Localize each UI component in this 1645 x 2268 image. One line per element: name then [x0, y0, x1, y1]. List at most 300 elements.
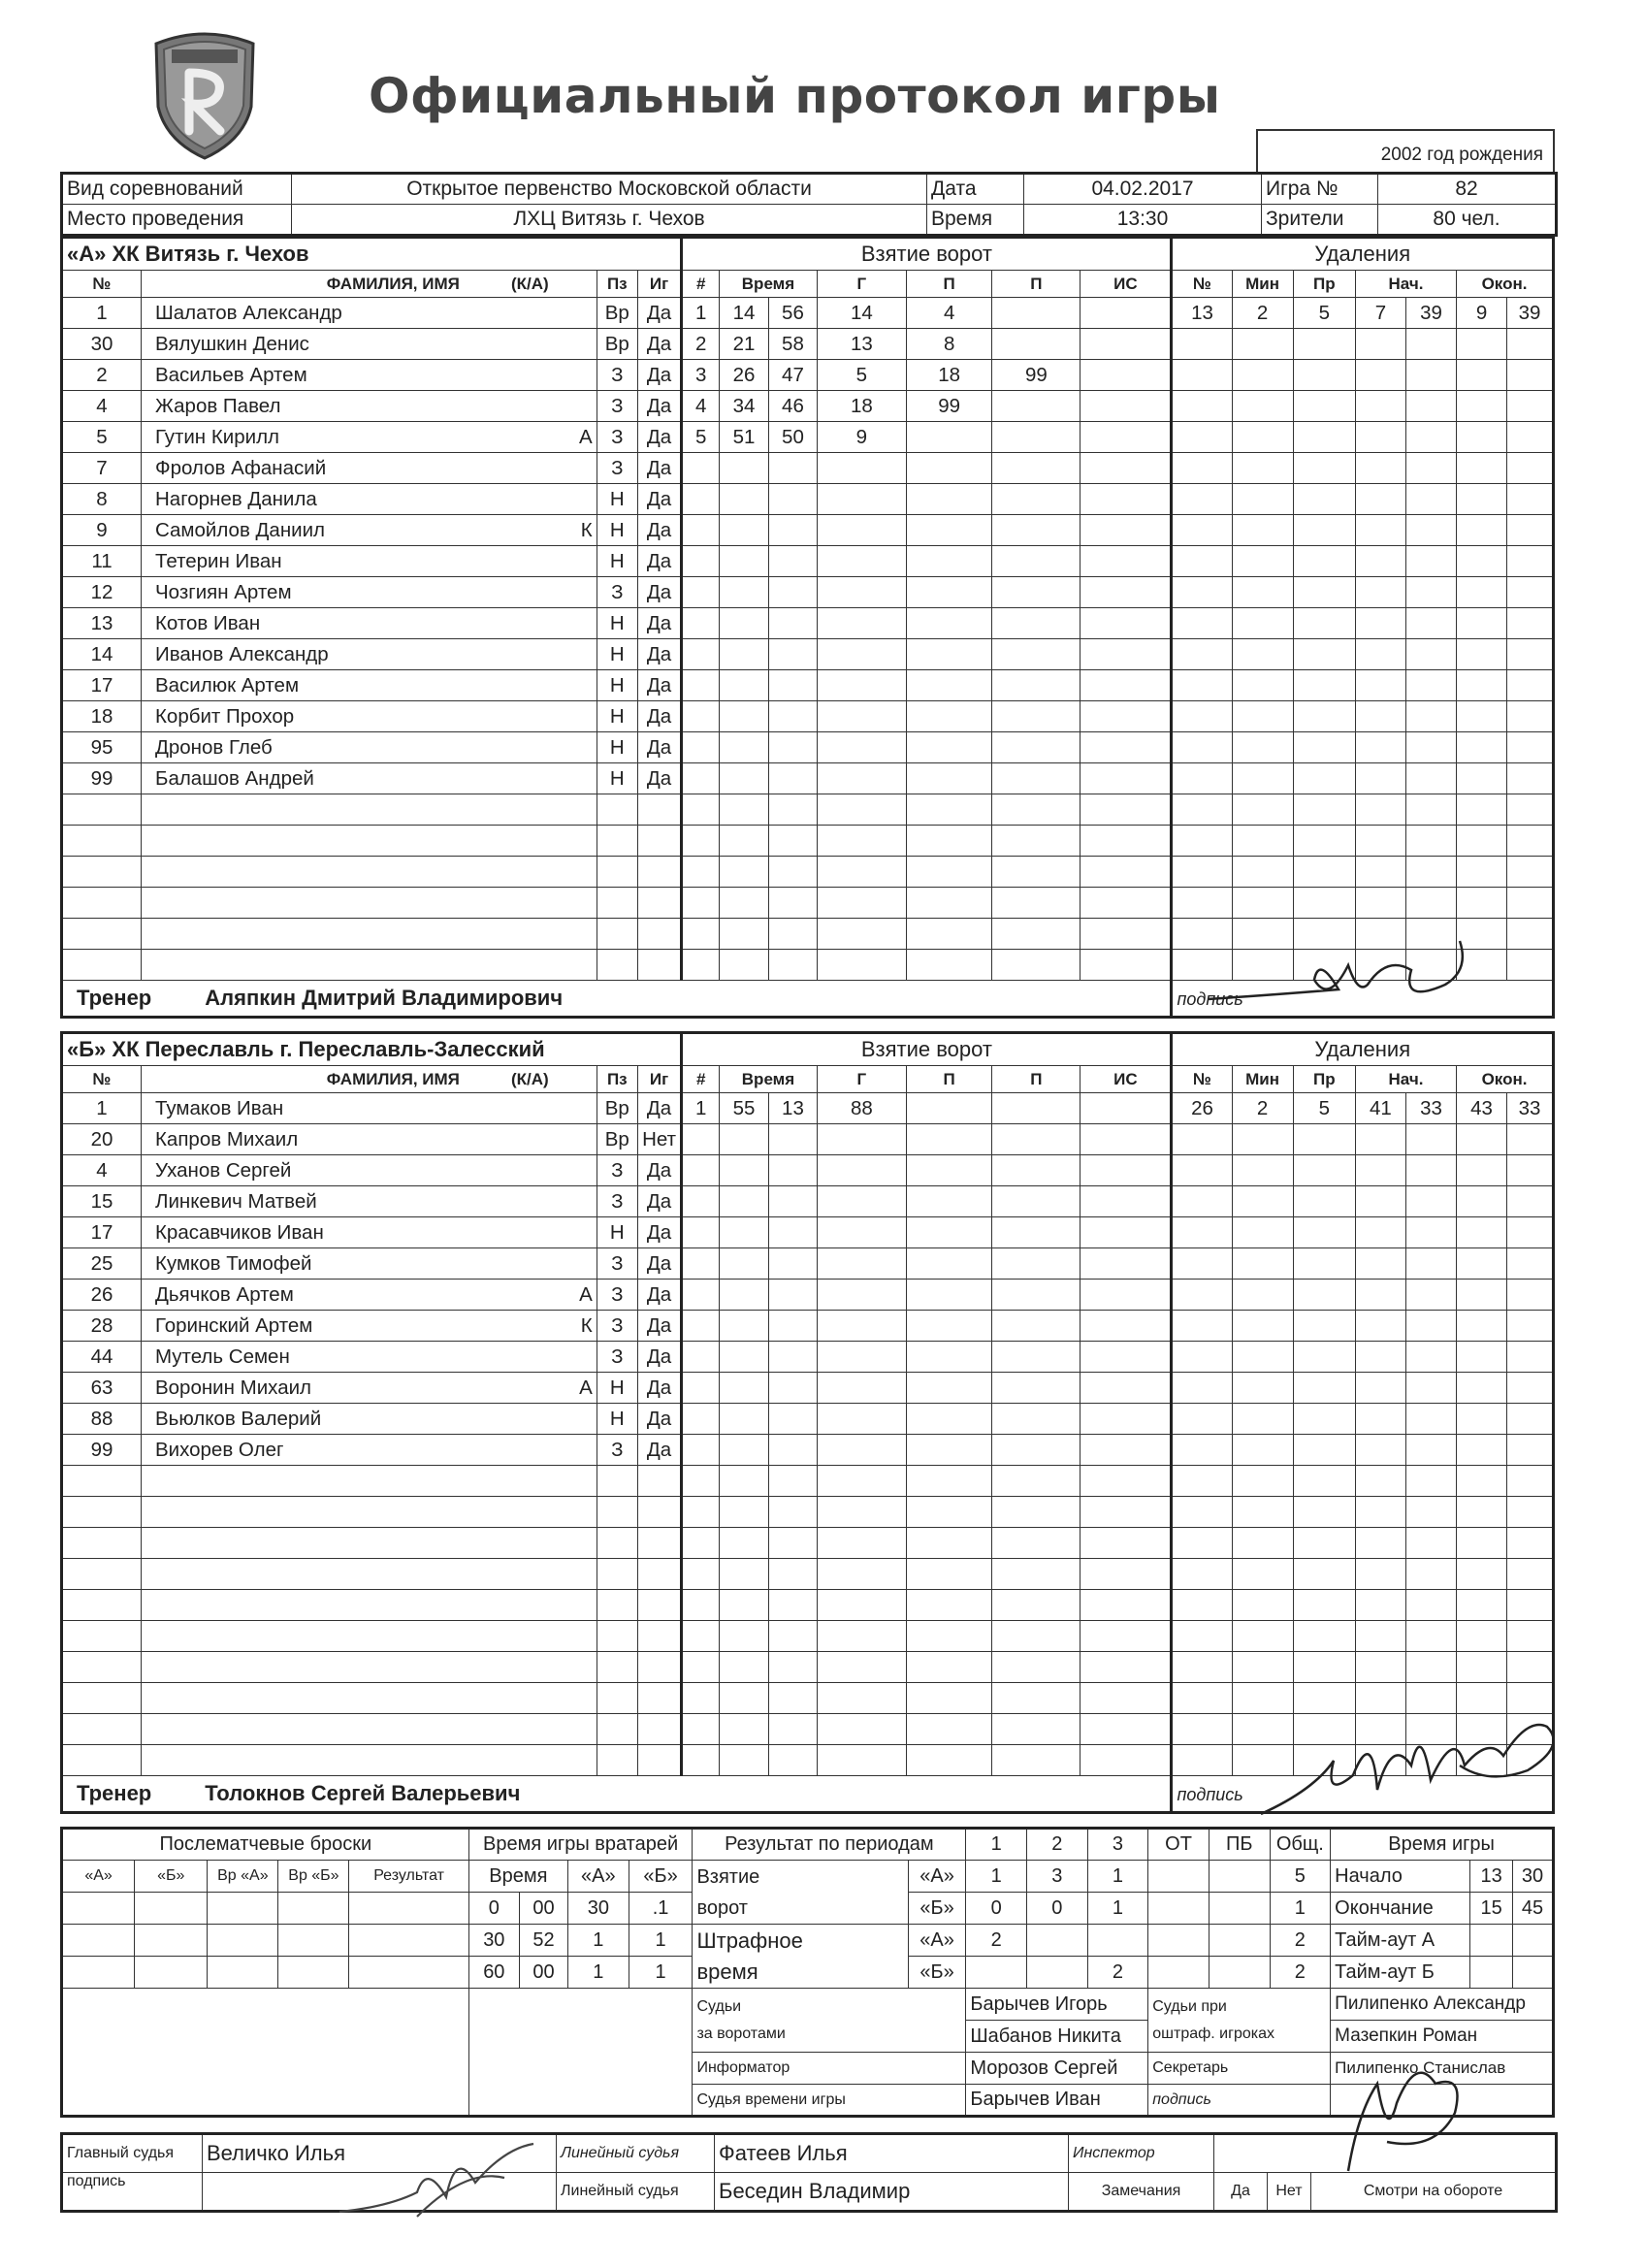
- penalty-minutes: [1232, 1404, 1293, 1435]
- penalty-reason: [1293, 1280, 1355, 1311]
- penalty-end-min: [1457, 639, 1507, 670]
- penalty-start-min: [1355, 1590, 1405, 1621]
- player-number: [62, 1497, 142, 1528]
- goal-situation: [1081, 1093, 1172, 1124]
- player-row: [62, 1311, 1554, 1342]
- penalty-minutes: [1232, 1652, 1293, 1683]
- shootout-gk-a-header: Вр «А»: [208, 1861, 278, 1893]
- player-played: [637, 888, 681, 919]
- spectators-value: 80 чел.: [1378, 205, 1557, 236]
- goal-scorer: [817, 1404, 906, 1435]
- penalty-minutes: [1232, 826, 1293, 857]
- penalty-end-min: [1457, 515, 1507, 546]
- player-position: Н: [597, 1373, 637, 1404]
- goal-minute: [720, 701, 769, 732]
- penalty-reason: [1293, 422, 1355, 453]
- goal-scorer: [817, 826, 906, 857]
- goal-scorer: [817, 639, 906, 670]
- player-played: Да: [637, 453, 681, 484]
- player-captain-mark: [464, 1404, 597, 1435]
- pen-end-header: Окон.: [1457, 1066, 1554, 1093]
- penalty-minutes: [1232, 1186, 1293, 1217]
- player-position: [597, 919, 637, 950]
- player-row: [62, 1093, 1554, 1124]
- goal-assist-1: [906, 950, 992, 981]
- goals-b-ot: [1148, 1893, 1210, 1925]
- goal-scorer: 13: [817, 329, 906, 360]
- goal-scorer: [817, 1745, 906, 1776]
- goal-scorer: [817, 608, 906, 639]
- penalty-reason: [1293, 1217, 1355, 1248]
- gk-row-2-sec: 52: [519, 1925, 567, 1957]
- goal-second: [769, 1217, 818, 1248]
- player-played: Да: [637, 1217, 681, 1248]
- pen-minutes-header: Мин: [1232, 271, 1293, 298]
- goals-a-p1: 1: [966, 1861, 1027, 1893]
- goal-number: [682, 919, 720, 950]
- goal-scorer: [817, 515, 906, 546]
- goal-second: [769, 857, 818, 888]
- timekeeper-label: Судья времени игры: [693, 2085, 966, 2117]
- col-ig-header: Иг: [637, 1066, 681, 1093]
- goal-assist-1: [906, 577, 992, 608]
- goal-minute: [720, 1217, 769, 1248]
- player-name: [141, 1652, 463, 1683]
- player-row: [62, 1342, 1554, 1373]
- gk-row-1-b: .1: [629, 1893, 693, 1925]
- goal-assist-1: [906, 1745, 992, 1776]
- goal-scorer: [817, 484, 906, 515]
- period-total-header: Общ.: [1270, 1829, 1331, 1861]
- penalty-minutes: [1232, 391, 1293, 422]
- player-row: [62, 360, 1554, 391]
- penalty-start-sec: [1405, 826, 1456, 857]
- goal-scorer: [817, 1373, 906, 1404]
- penalty-end-min: [1457, 1124, 1507, 1155]
- goal-judges-label-1: Судьи: [696, 1997, 742, 2015]
- player-name: Воронин Михаил: [141, 1373, 463, 1404]
- player-name: [141, 857, 463, 888]
- player-played: [637, 1745, 681, 1776]
- goal-second: [769, 1745, 818, 1776]
- goal-assist-2: [992, 826, 1081, 857]
- player-name: Мутель Семен: [141, 1342, 463, 1373]
- goal-situation: [1081, 1714, 1172, 1745]
- player-captain-mark: [464, 1435, 597, 1466]
- goal-assist-2: [992, 1745, 1081, 1776]
- player-played: Да: [637, 670, 681, 701]
- penalty-player: [1172, 1217, 1232, 1248]
- goal-situation: [1081, 1559, 1172, 1590]
- penalty-end-sec: [1507, 1248, 1554, 1280]
- goal-second: [769, 1280, 818, 1311]
- penalty-minutes: [1232, 546, 1293, 577]
- goal-assist-2: [992, 453, 1081, 484]
- player-row: [62, 1155, 1554, 1186]
- goal-situation: [1081, 546, 1172, 577]
- penalty-player: [1172, 1590, 1232, 1621]
- goal-assist-1: [906, 1621, 992, 1652]
- penalty-start-sec: [1405, 515, 1456, 546]
- goal-number: [682, 1248, 720, 1280]
- gk-row-1-sec: 00: [519, 1893, 567, 1925]
- player-played: Да: [637, 1280, 681, 1311]
- goal-situation: [1081, 639, 1172, 670]
- penalty-start-sec: [1405, 1217, 1456, 1248]
- player-name: Дронов Глеб: [141, 732, 463, 763]
- goal-situation: [1081, 391, 1172, 422]
- penalty-player: [1172, 422, 1232, 453]
- player-position: Н: [597, 608, 637, 639]
- goals-b-tag: «Б»: [908, 1893, 966, 1925]
- player-played: [637, 1497, 681, 1528]
- penalty-end-min: [1457, 546, 1507, 577]
- end-minute: 45: [1513, 1893, 1554, 1925]
- goal-minute: [720, 1124, 769, 1155]
- penalty-player: [1172, 1714, 1232, 1745]
- goal-situation: [1081, 1435, 1172, 1466]
- player-captain-mark: [464, 1590, 597, 1621]
- penalty-minutes: [1232, 1559, 1293, 1590]
- goal-scorer: [817, 763, 906, 794]
- player-name: [141, 1590, 463, 1621]
- penalty-end-min: [1457, 1559, 1507, 1590]
- penalty-end-sec: [1507, 701, 1554, 732]
- penalty-end-sec: [1507, 546, 1554, 577]
- penalty-reason: [1293, 888, 1355, 919]
- penalty-player: [1172, 577, 1232, 608]
- penalty-judge-1: Пилипенко Александр: [1331, 1989, 1554, 2021]
- penalty-start-sec: 39: [1405, 298, 1456, 329]
- goal-situation: [1081, 1590, 1172, 1621]
- gk-row-2-a: 1: [568, 1925, 629, 1957]
- penalty-reason: [1293, 670, 1355, 701]
- player-name: [141, 1528, 463, 1559]
- pen-a-total: 2: [1270, 1925, 1331, 1957]
- goal-assist2-header: П: [992, 1066, 1081, 1093]
- penalty-minutes: [1232, 1311, 1293, 1342]
- pen-b-ot: [1148, 1957, 1210, 1989]
- goal-minute: [720, 794, 769, 826]
- player-number: [62, 950, 142, 981]
- secretary-value: Пилипенко Станислав: [1331, 2053, 1554, 2085]
- player-position: [597, 857, 637, 888]
- player-row: [62, 1528, 1554, 1559]
- goal-second: [769, 1497, 818, 1528]
- player-name: [141, 1745, 463, 1776]
- goal-situation: [1081, 888, 1172, 919]
- player-captain-mark: [464, 1466, 597, 1497]
- player-played: [637, 857, 681, 888]
- player-number: 99: [62, 1435, 142, 1466]
- player-captain-mark: [464, 484, 597, 515]
- goal-number: [682, 1559, 720, 1590]
- goal-scorer: [817, 888, 906, 919]
- goal-second: [769, 1155, 818, 1186]
- player-captain-mark: К: [464, 515, 597, 546]
- goal-scorer: [817, 1280, 906, 1311]
- player-name: [141, 794, 463, 826]
- penalty-player: [1172, 1280, 1232, 1311]
- pen-a-so: [1209, 1925, 1270, 1957]
- penalty-start-sec: [1405, 1590, 1456, 1621]
- penalty-end-min: [1457, 608, 1507, 639]
- penalty-end-min: [1457, 1186, 1507, 1217]
- penalty-minutes: [1232, 701, 1293, 732]
- player-captain-mark: [464, 577, 597, 608]
- player-captain-mark: [464, 1683, 597, 1714]
- player-number: 99: [62, 763, 142, 794]
- goal-assist-2: [992, 1311, 1081, 1342]
- player-played: [637, 1466, 681, 1497]
- goal-assist-1: [906, 1342, 992, 1373]
- penalty-end-sec: [1507, 950, 1554, 981]
- player-played: Да: [637, 577, 681, 608]
- player-name: Васильев Артем: [141, 360, 463, 391]
- goals-b-p2: 0: [1026, 1893, 1087, 1925]
- player-number: 25: [62, 1248, 142, 1280]
- player-captain-mark: [464, 546, 597, 577]
- penalty-minutes: [1232, 639, 1293, 670]
- player-captain-mark: [464, 1528, 597, 1559]
- goal-assist-2: [992, 1186, 1081, 1217]
- goal-assist-1: [906, 1373, 992, 1404]
- goal-assist-2: [992, 1714, 1081, 1745]
- goal-num-header: #: [682, 271, 720, 298]
- game-number-label: Игра №: [1262, 174, 1378, 205]
- goal-second: [769, 888, 818, 919]
- goal-assist-1: [906, 1714, 992, 1745]
- goal-assist-1: [906, 919, 992, 950]
- player-name: Фролов Афанасий: [141, 453, 463, 484]
- goal-situation: [1081, 857, 1172, 888]
- penalty-minutes: [1232, 515, 1293, 546]
- player-position: [597, 826, 637, 857]
- goal-number: [682, 1590, 720, 1621]
- player-number: 17: [62, 1217, 142, 1248]
- goal-situation: [1081, 1311, 1172, 1342]
- shootout-a-header: «А»: [62, 1861, 135, 1893]
- penalty-end-sec: [1507, 391, 1554, 422]
- goal-second: [769, 763, 818, 794]
- penalty-player: [1172, 1186, 1232, 1217]
- penalty-minutes: [1232, 1217, 1293, 1248]
- player-name: Вялушкин Денис: [141, 329, 463, 360]
- penalty-reason: [1293, 1404, 1355, 1435]
- player-captain-mark: [464, 329, 597, 360]
- player-number: [62, 1745, 142, 1776]
- goal-situation-header: ИС: [1081, 271, 1172, 298]
- secretary-label: Секретарь: [1148, 2053, 1331, 2085]
- goal-minute: [720, 919, 769, 950]
- col-name-header: ФАМИЛИЯ, ИМЯ: [141, 1066, 463, 1093]
- col-number-header: №: [62, 1066, 142, 1093]
- penalty-start-min: [1355, 608, 1405, 639]
- player-name: Тетерин Иван: [141, 546, 463, 577]
- gk-row-3-min: 60: [468, 1957, 519, 1989]
- penalty-player: 26: [1172, 1093, 1232, 1124]
- player-row: [62, 763, 1554, 794]
- penalty-minutes: [1232, 329, 1293, 360]
- player-number: [62, 857, 142, 888]
- player-number: 30: [62, 329, 142, 360]
- player-captain-mark: [464, 1745, 597, 1776]
- penalty-start-min: [1355, 794, 1405, 826]
- penalty-end-min: [1457, 577, 1507, 608]
- penalty-end-sec: [1507, 888, 1554, 919]
- goal-minute: [720, 515, 769, 546]
- penalty-player: [1172, 670, 1232, 701]
- penalty-player: 13: [1172, 298, 1232, 329]
- goal-assist-2: [992, 1528, 1081, 1559]
- goal-assist-1: [906, 1683, 992, 1714]
- gk-b-header: «Б»: [629, 1861, 693, 1893]
- goal-minute: 51: [720, 422, 769, 453]
- penalty-start-sec: [1405, 670, 1456, 701]
- penalty-end-min: 9: [1457, 298, 1507, 329]
- pen-number-header: №: [1172, 1066, 1232, 1093]
- penalty-start-sec: [1405, 577, 1456, 608]
- player-position: З: [597, 1280, 637, 1311]
- goal-assist-2: 99: [992, 360, 1081, 391]
- player-name: [141, 1497, 463, 1528]
- goal-scorer: [817, 1186, 906, 1217]
- penalty-end-min: [1457, 1652, 1507, 1683]
- player-captain-mark: [464, 794, 597, 826]
- penalty-end-sec: [1507, 453, 1554, 484]
- goal-time-header: Время: [720, 1066, 818, 1093]
- goal-situation: [1081, 1248, 1172, 1280]
- goal-number: 2: [682, 329, 720, 360]
- player-name: Василюк Артем: [141, 670, 463, 701]
- penalty-label-1: Штрафное: [696, 1928, 803, 1953]
- pen-a-p3: [1087, 1925, 1148, 1957]
- player-number: 1: [62, 1093, 142, 1124]
- player-captain-mark: К: [464, 1311, 597, 1342]
- penalty-end-min: [1457, 1435, 1507, 1466]
- penalty-start-min: [1355, 1466, 1405, 1497]
- penalty-start-sec: [1405, 329, 1456, 360]
- penalty-end-sec: [1507, 1559, 1554, 1590]
- player-played: [637, 826, 681, 857]
- player-number: [62, 1714, 142, 1745]
- goal-second: [769, 453, 818, 484]
- player-number: [62, 1652, 142, 1683]
- secretary-sign-label: подпись: [1148, 2085, 1331, 2117]
- goal-minute: [720, 546, 769, 577]
- period-2-header: 2: [1026, 1829, 1087, 1861]
- penalty-minutes: [1232, 1497, 1293, 1528]
- goal-second: [769, 826, 818, 857]
- penalty-end-sec: 39: [1507, 298, 1554, 329]
- penalty-start-min: [1355, 639, 1405, 670]
- penalty-end-min: [1457, 670, 1507, 701]
- goal-scorer: 5: [817, 360, 906, 391]
- player-row: [62, 1621, 1554, 1652]
- penalty-minutes: [1232, 857, 1293, 888]
- goal-number: [682, 1652, 720, 1683]
- penalty-end-sec: [1507, 329, 1554, 360]
- penalty-start-min: [1355, 1497, 1405, 1528]
- penalty-start-sec: [1405, 1311, 1456, 1342]
- penalty-minutes: [1232, 453, 1293, 484]
- player-played: [637, 794, 681, 826]
- goal-number: 4: [682, 391, 720, 422]
- goal-minute: [720, 950, 769, 981]
- goal-second: [769, 608, 818, 639]
- penalty-end-sec: [1507, 1311, 1554, 1342]
- goal-number: [682, 515, 720, 546]
- goal-number: [682, 763, 720, 794]
- goal-scorer: 14: [817, 298, 906, 329]
- goal-scorer: [817, 732, 906, 763]
- player-position: Н: [597, 670, 637, 701]
- player-captain-mark: [464, 1714, 597, 1745]
- penalty-start-sec: [1405, 1466, 1456, 1497]
- goal-minute: 21: [720, 329, 769, 360]
- goal-situation: [1081, 732, 1172, 763]
- player-captain-mark: [464, 701, 597, 732]
- penalty-end-sec: [1507, 1404, 1554, 1435]
- goal-assist-2: [992, 888, 1081, 919]
- player-number: [62, 1621, 142, 1652]
- penalty-reason: [1293, 1342, 1355, 1373]
- penalty-end-sec: [1507, 639, 1554, 670]
- player-played: [637, 1714, 681, 1745]
- penalty-player: [1172, 1528, 1232, 1559]
- player-played: [637, 1559, 681, 1590]
- player-captain-mark: [464, 1248, 597, 1280]
- goal-minute: [720, 1342, 769, 1373]
- goal-assist-2: [992, 1093, 1081, 1124]
- goal-second: [769, 1714, 818, 1745]
- goal-situation-header: ИС: [1081, 1066, 1172, 1093]
- goal-assist-2: [992, 1342, 1081, 1373]
- goal-number: 3: [682, 360, 720, 391]
- goals-a-p3: 1: [1087, 1861, 1148, 1893]
- player-number: 4: [62, 1155, 142, 1186]
- penalty-reason: [1293, 391, 1355, 422]
- goal-assist-1: [906, 1466, 992, 1497]
- goals-b-total: 1: [1270, 1893, 1331, 1925]
- player-number: 44: [62, 1342, 142, 1373]
- player-number: [62, 1590, 142, 1621]
- secretary-signature-icon: [1319, 2045, 1484, 2181]
- penalty-start-sec: [1405, 1435, 1456, 1466]
- penalty-end-min: [1457, 732, 1507, 763]
- penalty-start-sec: [1405, 1280, 1456, 1311]
- penalty-start-min: [1355, 453, 1405, 484]
- player-row: [62, 422, 1554, 453]
- penalty-start-sec: [1405, 453, 1456, 484]
- penalty-start-sec: [1405, 1342, 1456, 1373]
- penalty-player: [1172, 1124, 1232, 1155]
- goal-assist-1: [906, 453, 992, 484]
- goal-minute: [720, 1559, 769, 1590]
- coach-sign-label: подпись: [1177, 989, 1243, 1009]
- player-position: З: [597, 1435, 637, 1466]
- goal-second: [769, 919, 818, 950]
- player-captain-mark: [464, 1559, 597, 1590]
- penalty-end-sec: [1507, 857, 1554, 888]
- penalty-reason: [1293, 360, 1355, 391]
- player-number: [62, 1559, 142, 1590]
- player-number: 1: [62, 298, 142, 329]
- chief-sign-label: подпись: [62, 2173, 203, 2212]
- player-position: Н: [597, 763, 637, 794]
- goal-number: [682, 608, 720, 639]
- goal-second: [769, 670, 818, 701]
